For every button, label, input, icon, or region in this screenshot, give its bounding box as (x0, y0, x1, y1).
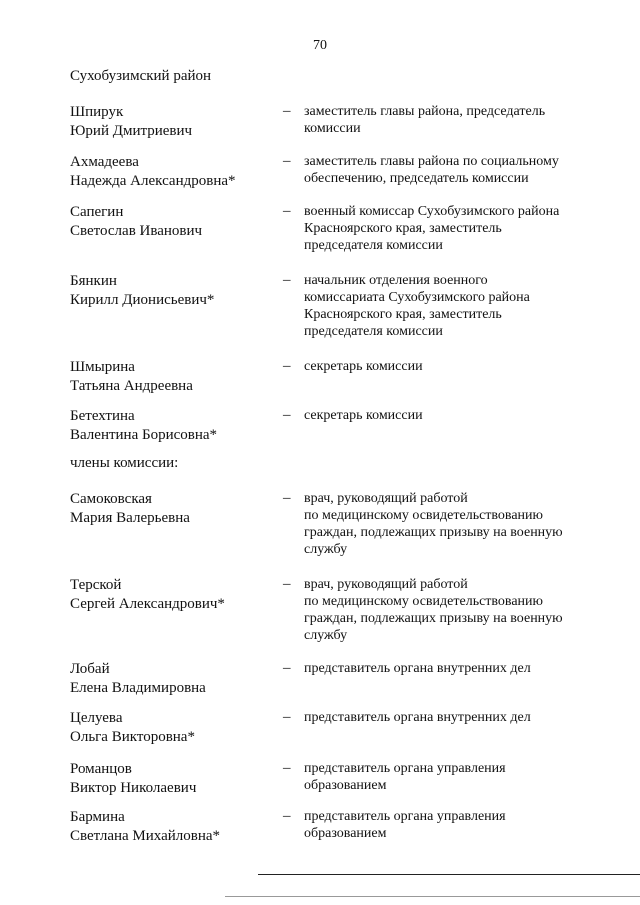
role-line: по медицинскому освидетельствованию (304, 508, 544, 523)
member-role (304, 272, 604, 340)
member-surname: Шпирук (70, 104, 124, 120)
role-line: Красноярского края, заместитель (304, 221, 502, 236)
role-line: граждан, подлежащих призыву на военную (304, 611, 563, 626)
member-name (70, 760, 270, 798)
role-line: граждан, подлежащих призыву на военную (304, 525, 563, 540)
member-name (70, 709, 270, 747)
role-line: председателя комиссии (304, 324, 443, 339)
member-name (70, 203, 270, 241)
member-role (304, 760, 604, 794)
dash-separator: – (283, 490, 291, 506)
role-line: врач, руководящий работой (304, 491, 468, 506)
member-role (304, 660, 604, 677)
role-line: службу (304, 542, 348, 557)
member-name (70, 103, 270, 141)
role-line: начальник отделения военного (304, 273, 488, 288)
member-name (70, 490, 270, 528)
member-name (70, 660, 270, 698)
role-line: представитель органа управления (304, 809, 506, 824)
member-surname: Целуева (70, 710, 123, 726)
member-surname: Бетехтина (70, 408, 135, 424)
dash-separator: – (283, 103, 291, 119)
member-surname: Терской (70, 577, 122, 593)
member-given-names: Валентина Борисовна* (70, 427, 218, 443)
dash-separator: – (283, 203, 291, 219)
member-surname: Самоковская (70, 491, 152, 507)
member-surname: Шмырина (70, 359, 135, 375)
member-given-names: Кирилл Дионисьевич* (70, 292, 215, 308)
role-line: председателя комиссии (304, 238, 443, 253)
dash-separator: – (283, 272, 291, 288)
role-line: врач, руководящий работой (304, 577, 468, 592)
member-given-names: Сергей Александрович* (70, 596, 225, 612)
role-line: по медицинскому освидетельствованию (304, 594, 544, 609)
dash-separator: – (283, 407, 291, 423)
member-given-names: Татьяна Андреевна (70, 378, 193, 394)
member-given-names: Ольга Викторовна* (70, 729, 195, 745)
member-given-names: Юрий Дмитриевич (70, 123, 193, 139)
dash-separator: – (283, 576, 291, 592)
member-given-names: Светослав Иванович (70, 223, 203, 239)
dash-separator: – (283, 660, 291, 676)
member-role (304, 808, 604, 842)
dash-separator: – (283, 808, 291, 824)
member-name (70, 407, 270, 445)
member-given-names: Елена Владимировна (70, 680, 206, 696)
role-line: образованием (304, 826, 387, 841)
member-role (304, 709, 604, 726)
district-heading: Сухобузимский район (70, 68, 212, 84)
bottom-rule-faint (225, 896, 640, 897)
member-surname: Лобай (70, 661, 110, 677)
member-surname: Ахмадеева (70, 154, 139, 170)
role-line: секретарь комиссии (304, 408, 423, 423)
role-line: представитель органа внутренних дел (304, 710, 531, 725)
role-line: представитель органа внутренних дел (304, 661, 531, 676)
role-line: комиссии (304, 121, 361, 136)
member-role (304, 203, 604, 254)
dash-separator: – (283, 760, 291, 776)
role-line: обеспечению, председатель комиссии (304, 171, 529, 186)
dash-separator: – (283, 153, 291, 169)
member-given-names: Светлана Михайловна* (70, 828, 221, 844)
dash-separator: – (283, 358, 291, 374)
role-line: заместитель главы района, председатель (304, 104, 546, 119)
role-line: службу (304, 628, 348, 643)
role-line: представитель органа управления (304, 761, 506, 776)
role-line: секретарь комиссии (304, 359, 423, 374)
member-name (70, 153, 270, 191)
member-role (304, 358, 604, 375)
member-given-names: Мария Валерьевна (70, 510, 190, 526)
member-name (70, 358, 270, 396)
page-number: 70 (313, 38, 327, 53)
member-surname: Романцов (70, 761, 132, 777)
member-given-names: Надежда Александровна* (70, 173, 236, 189)
member-name (70, 576, 270, 614)
role-line: Красноярского края, заместитель (304, 307, 502, 322)
member-role (304, 103, 604, 137)
member-role (304, 490, 604, 558)
members-heading: члены комиссии: (70, 455, 179, 471)
role-line: заместитель главы района по социальному (304, 154, 559, 169)
dash-separator: – (283, 709, 291, 725)
member-name (70, 808, 270, 846)
member-surname: Бянкин (70, 273, 117, 289)
bottom-rule (258, 874, 640, 875)
role-line: образованием (304, 778, 387, 793)
member-name (70, 272, 270, 310)
member-surname: Сапегин (70, 204, 124, 220)
role-line: военный комиссар Сухобузимского района (304, 204, 560, 219)
member-role (304, 153, 604, 187)
member-surname: Бармина (70, 809, 125, 825)
role-line: комиссариата Сухобузимского района (304, 290, 530, 305)
member-role (304, 576, 604, 644)
member-role (304, 407, 604, 424)
member-given-names: Виктор Николаевич (70, 780, 197, 796)
